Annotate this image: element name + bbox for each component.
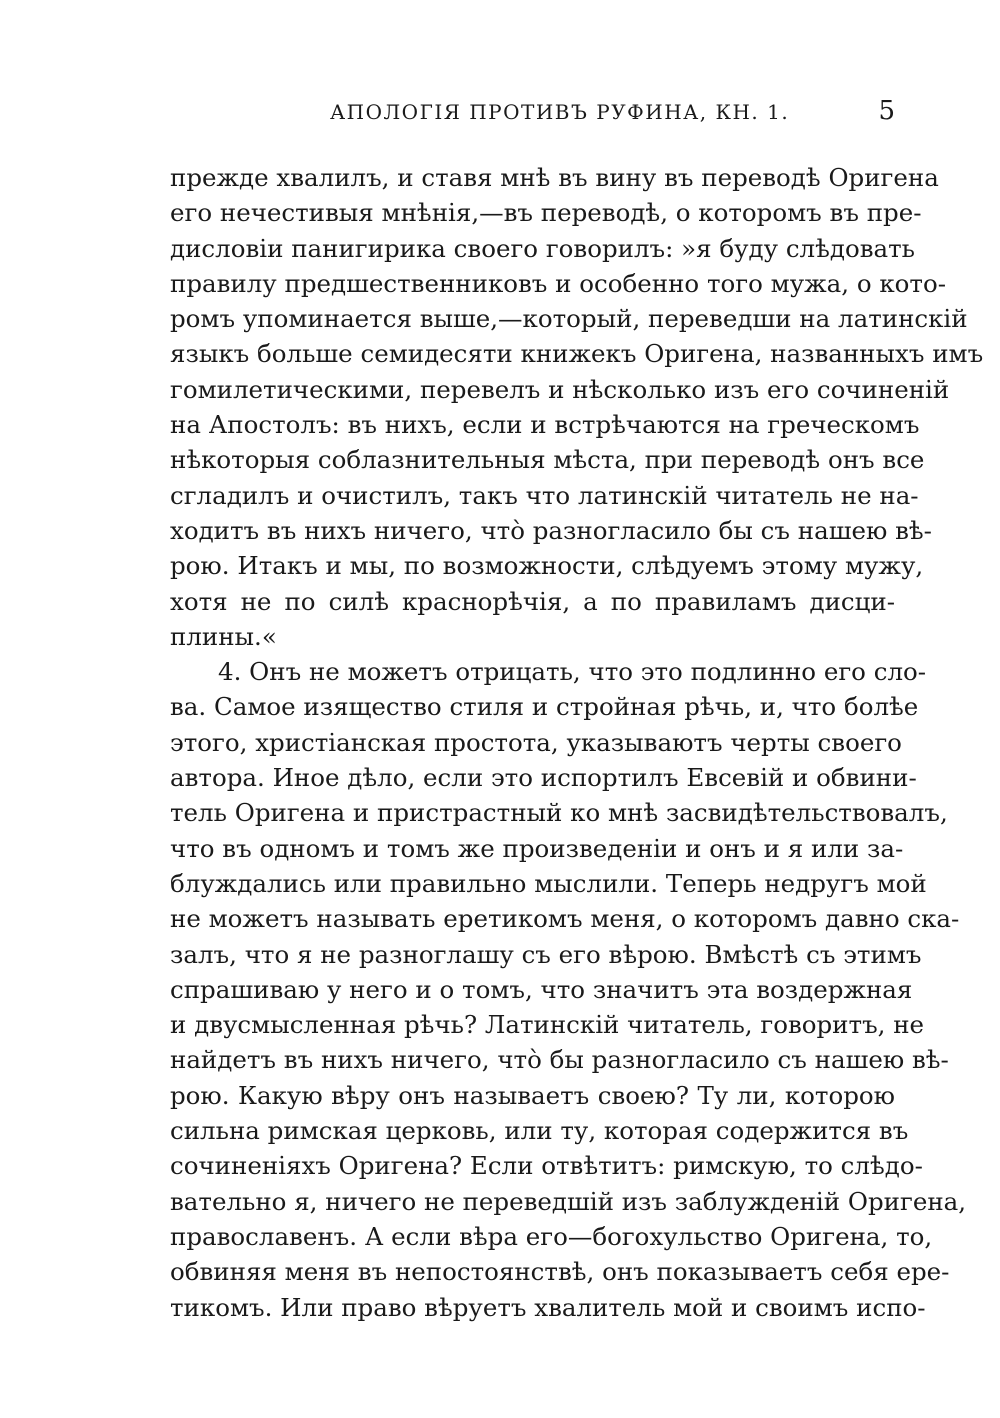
text-line: дисловіи панигирика своего говорилъ: »я буду слѣдовать xyxy=(170,233,916,263)
text-line: этого, христіанская простота, указываютъ черты своего xyxy=(170,727,902,757)
page-body xyxy=(170,160,984,1325)
paragraph-2 xyxy=(170,654,967,1325)
text-line: обвиняя меня въ непостоянствѣ, онъ показываетъ себя ере- xyxy=(170,1257,950,1287)
text-line: ва. Самое изящество стиля и стройная рѣчь, и, что болѣе xyxy=(170,692,919,722)
text-line: сильна римская церковь, или ту, которая содержится въ xyxy=(170,1116,909,1146)
text-line: тикомъ. Или право вѣруетъ хвалитель мой и своимъ испо- xyxy=(170,1292,926,1322)
text-line: языкъ больше семидесяти книжекъ Оригена, названныхъ имъ xyxy=(170,339,984,369)
page-header xyxy=(170,96,895,134)
text-line: 4. Онъ не можетъ отрицать, что это подлинно его сло- xyxy=(218,657,927,687)
text-line: сочиненіяхъ Оригена? Если отвѣтитъ: римскую, то слѣдо- xyxy=(170,1151,923,1181)
text-line: нѣкоторыя соблазнительныя мѣста, при переводѣ онъ все xyxy=(170,445,925,475)
page-number: 5 xyxy=(878,96,895,126)
text-line: что въ одномъ и томъ же произведеніи и онъ и я или за- xyxy=(170,833,904,863)
text-line: гомилетическими, перевелъ и нѣсколько изъ его сочиненій xyxy=(170,374,950,404)
text-line: плины.« xyxy=(170,621,277,651)
text-line: православенъ. А если вѣра его—богохульство Оригена, то, xyxy=(170,1221,933,1251)
text-line: рою. Итакъ и мы, по возможности, слѣдуемъ этому мужу, xyxy=(170,551,924,581)
text-line: ходитъ въ нихъ ничего, что̀ разногласило бы съ нашею вѣ- xyxy=(170,515,932,545)
text-line: прежде хвалилъ, и ставя мнѣ въ вину въ переводѣ Оригена xyxy=(170,163,939,192)
text-line: хотя не по силѣ краснорѣчія, а по правиламъ дисци- xyxy=(170,586,895,616)
text-line: найдетъ въ нихъ ничего, что̀ бы разногласило съ нашею вѣ- xyxy=(170,1045,949,1075)
paragraph-1 xyxy=(170,160,984,654)
text-line: ромъ упоминается выше,—который, переведши на латинскій xyxy=(170,304,968,334)
text-line: рою. Какую вѣру онъ называетъ своею? Ту ли, которою xyxy=(170,1080,895,1110)
text-line: блуждались или правильно мыслили. Теперь недругъ мой xyxy=(170,868,927,898)
text-line: залъ, что я не разноглашу съ его вѣрою. Вмѣстѣ съ этимъ xyxy=(170,939,922,969)
text-line: не можетъ называть еретикомъ меня, о которомъ давно ска- xyxy=(170,904,960,934)
text-line: правилу предшественниковъ и особенно того мужа, о кото- xyxy=(170,268,947,298)
text-line: сгладилъ и очистилъ, такъ что латинскій читатель не на- xyxy=(170,480,919,510)
text-line: на Апостолъ: въ нихъ, если и встрѣчаются на греческомъ xyxy=(170,410,920,440)
text-line: его нечестивыя мнѣнія,—въ переводѣ, о которомъ въ пре- xyxy=(170,198,922,228)
text-line: вательно я, ничего не переведшій изъ заблужденій Оригена, xyxy=(170,1186,967,1216)
text-line: автора. Иное дѣло, если это испортилъ Евсевій и обвини- xyxy=(170,763,917,793)
text-line: спрашиваю у него и о томъ, что значитъ эта воздержная xyxy=(170,974,913,1004)
text-line: тель Оригена и пристрастный ко мнѣ засвидѣтельствовалъ, xyxy=(170,798,948,828)
running-title: АПОЛОГІЯ ПРОТИВЪ РУФИНА, КН. 1. xyxy=(330,100,790,124)
text-line: и двусмысленная рѣчь? Латинскій читатель, говоритъ, не xyxy=(170,1010,925,1040)
